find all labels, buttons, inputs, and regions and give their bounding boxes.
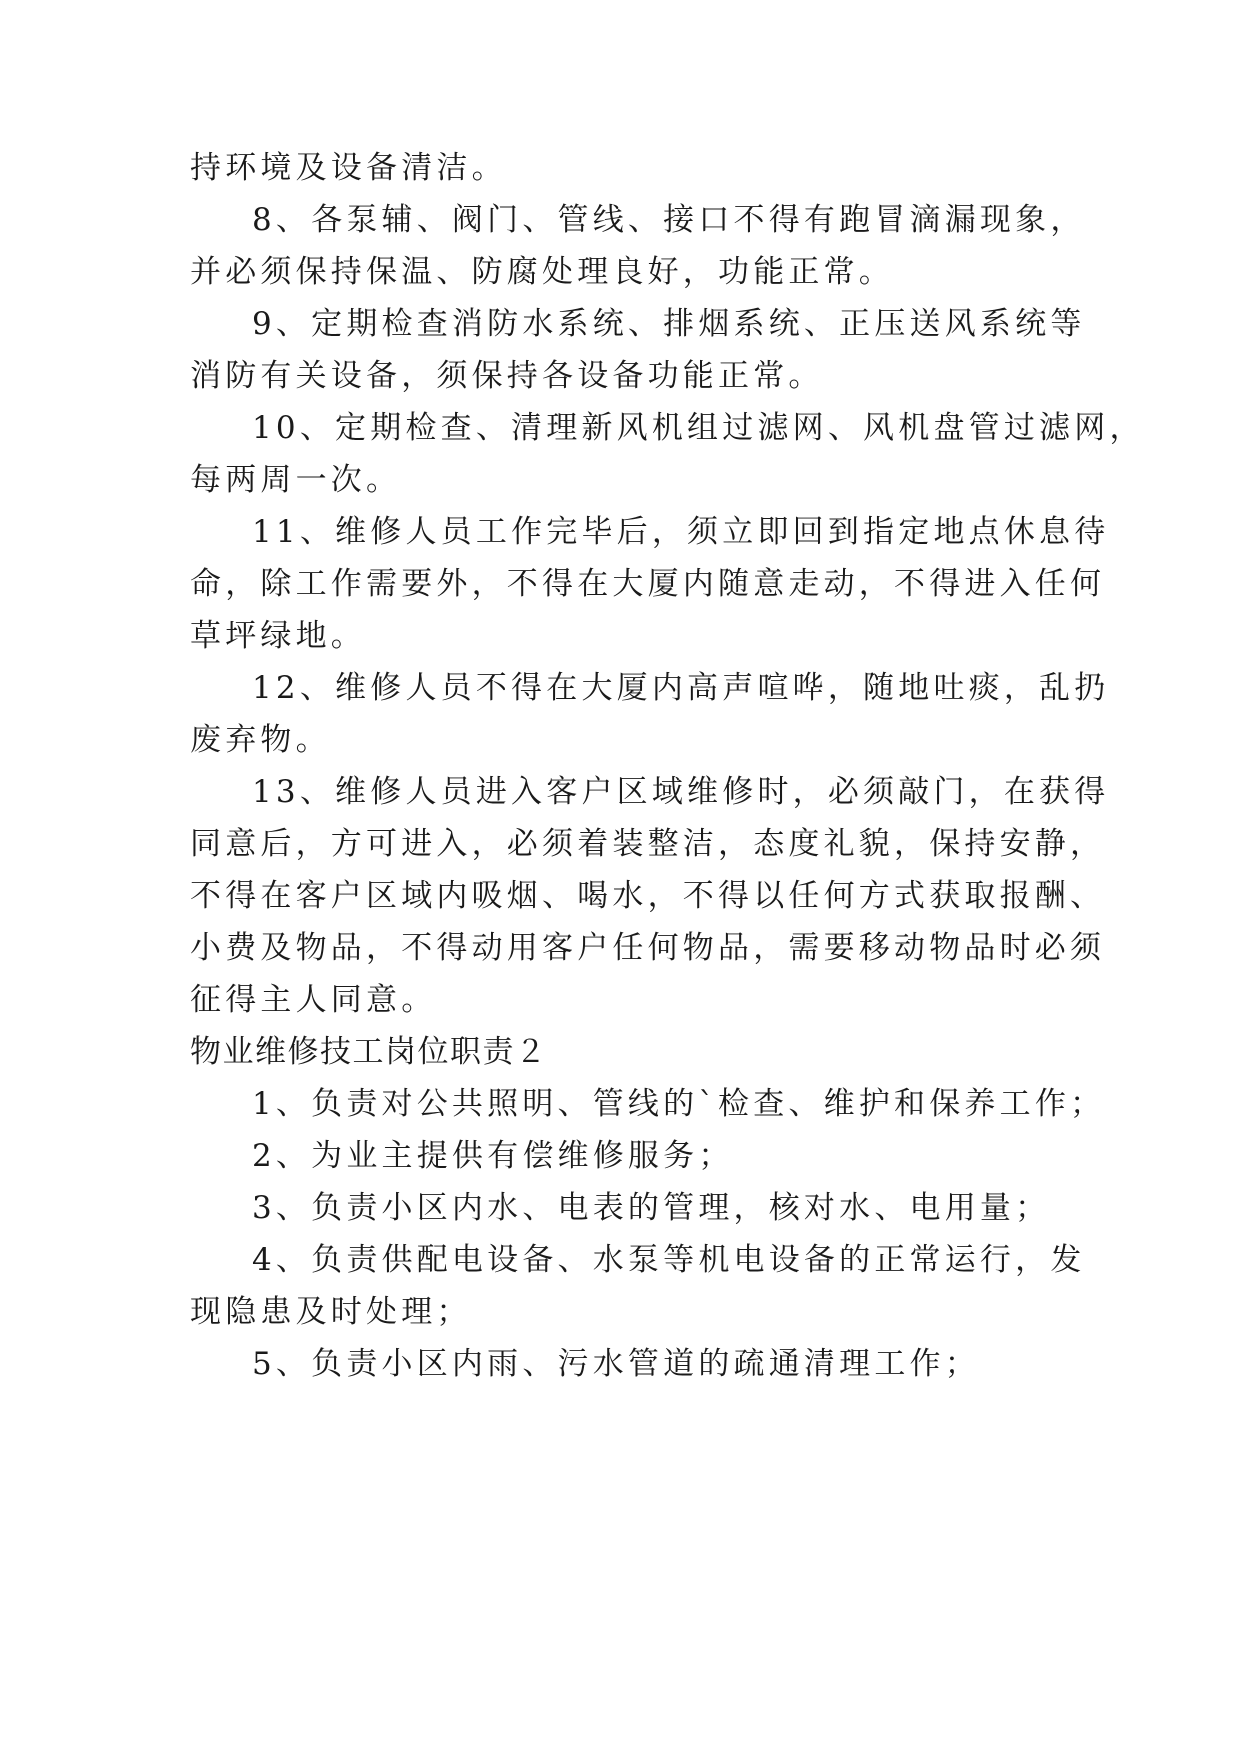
paragraph-line: 并必须保持保温、防腐处理良好，功能正常。 — [190, 254, 894, 290]
paragraph-line: 草坪绿地。 — [190, 618, 366, 654]
paragraph-line: 废弃物。 — [190, 722, 331, 758]
paragraph-line: 5、负责小区内雨、污水管道的疏通清理工作； — [252, 1346, 980, 1382]
paragraph-line: 消防有关设备，须保持各设备功能正常。 — [190, 358, 824, 394]
paragraph-line: 1、负责对公共照明、管线的`检查、维护和保养工作； — [252, 1086, 1106, 1122]
paragraph-line: 命，除工作需要外，不得在大厦内随意走动，不得进入任何 — [190, 566, 1106, 602]
paragraph-line: 同意后，方可进入，必须着装整洁，态度礼貌，保持安静， — [190, 826, 1106, 862]
paragraph-line: 13、维修人员进入客户区域维修时，必须敲门，在获得 — [252, 774, 1110, 810]
paragraph-line: 12、维修人员不得在大厦内高声喧哗，随地吐痰，乱扔 — [252, 670, 1110, 706]
paragraph-line: 征得主人同意。 — [190, 982, 437, 1018]
paragraph-line: 现隐患及时处理； — [190, 1294, 472, 1330]
paragraph-line: 8、各泵辅、阀门、管线、接口不得有跑冒滴漏现象， — [252, 202, 1086, 238]
paragraph-line: 3、负责小区内水、电表的管理，核对水、电用量； — [252, 1190, 1051, 1226]
paragraph-line: 9、定期检查消防水系统、排烟系统、正压送风系统等 — [252, 306, 1086, 342]
paragraph-line: 2、为业主提供有偿维修服务； — [252, 1138, 734, 1174]
paragraph-line: 不得在客户区域内吸烟、喝水，不得以任何方式获取报酬、 — [190, 878, 1106, 914]
paragraph-line: 4、负责供配电设备、水泵等机电设备的正常运行，发 — [252, 1242, 1086, 1278]
paragraph-line: 持环境及设备清洁。 — [190, 150, 507, 186]
paragraph-line: 10、定期检查、清理新风机组过滤网、风机盘管过滤网， — [252, 410, 1145, 446]
section-heading: 物业维修技工岗位职责２ — [190, 1034, 548, 1070]
paragraph-line: 11、维修人员工作完毕后，须立即回到指定地点休息待 — [252, 514, 1110, 550]
paragraph-line: 小费及物品，不得动用客户任何物品，需要移动物品时必须 — [190, 930, 1106, 966]
paragraph-line: 每两周一次。 — [190, 462, 402, 498]
